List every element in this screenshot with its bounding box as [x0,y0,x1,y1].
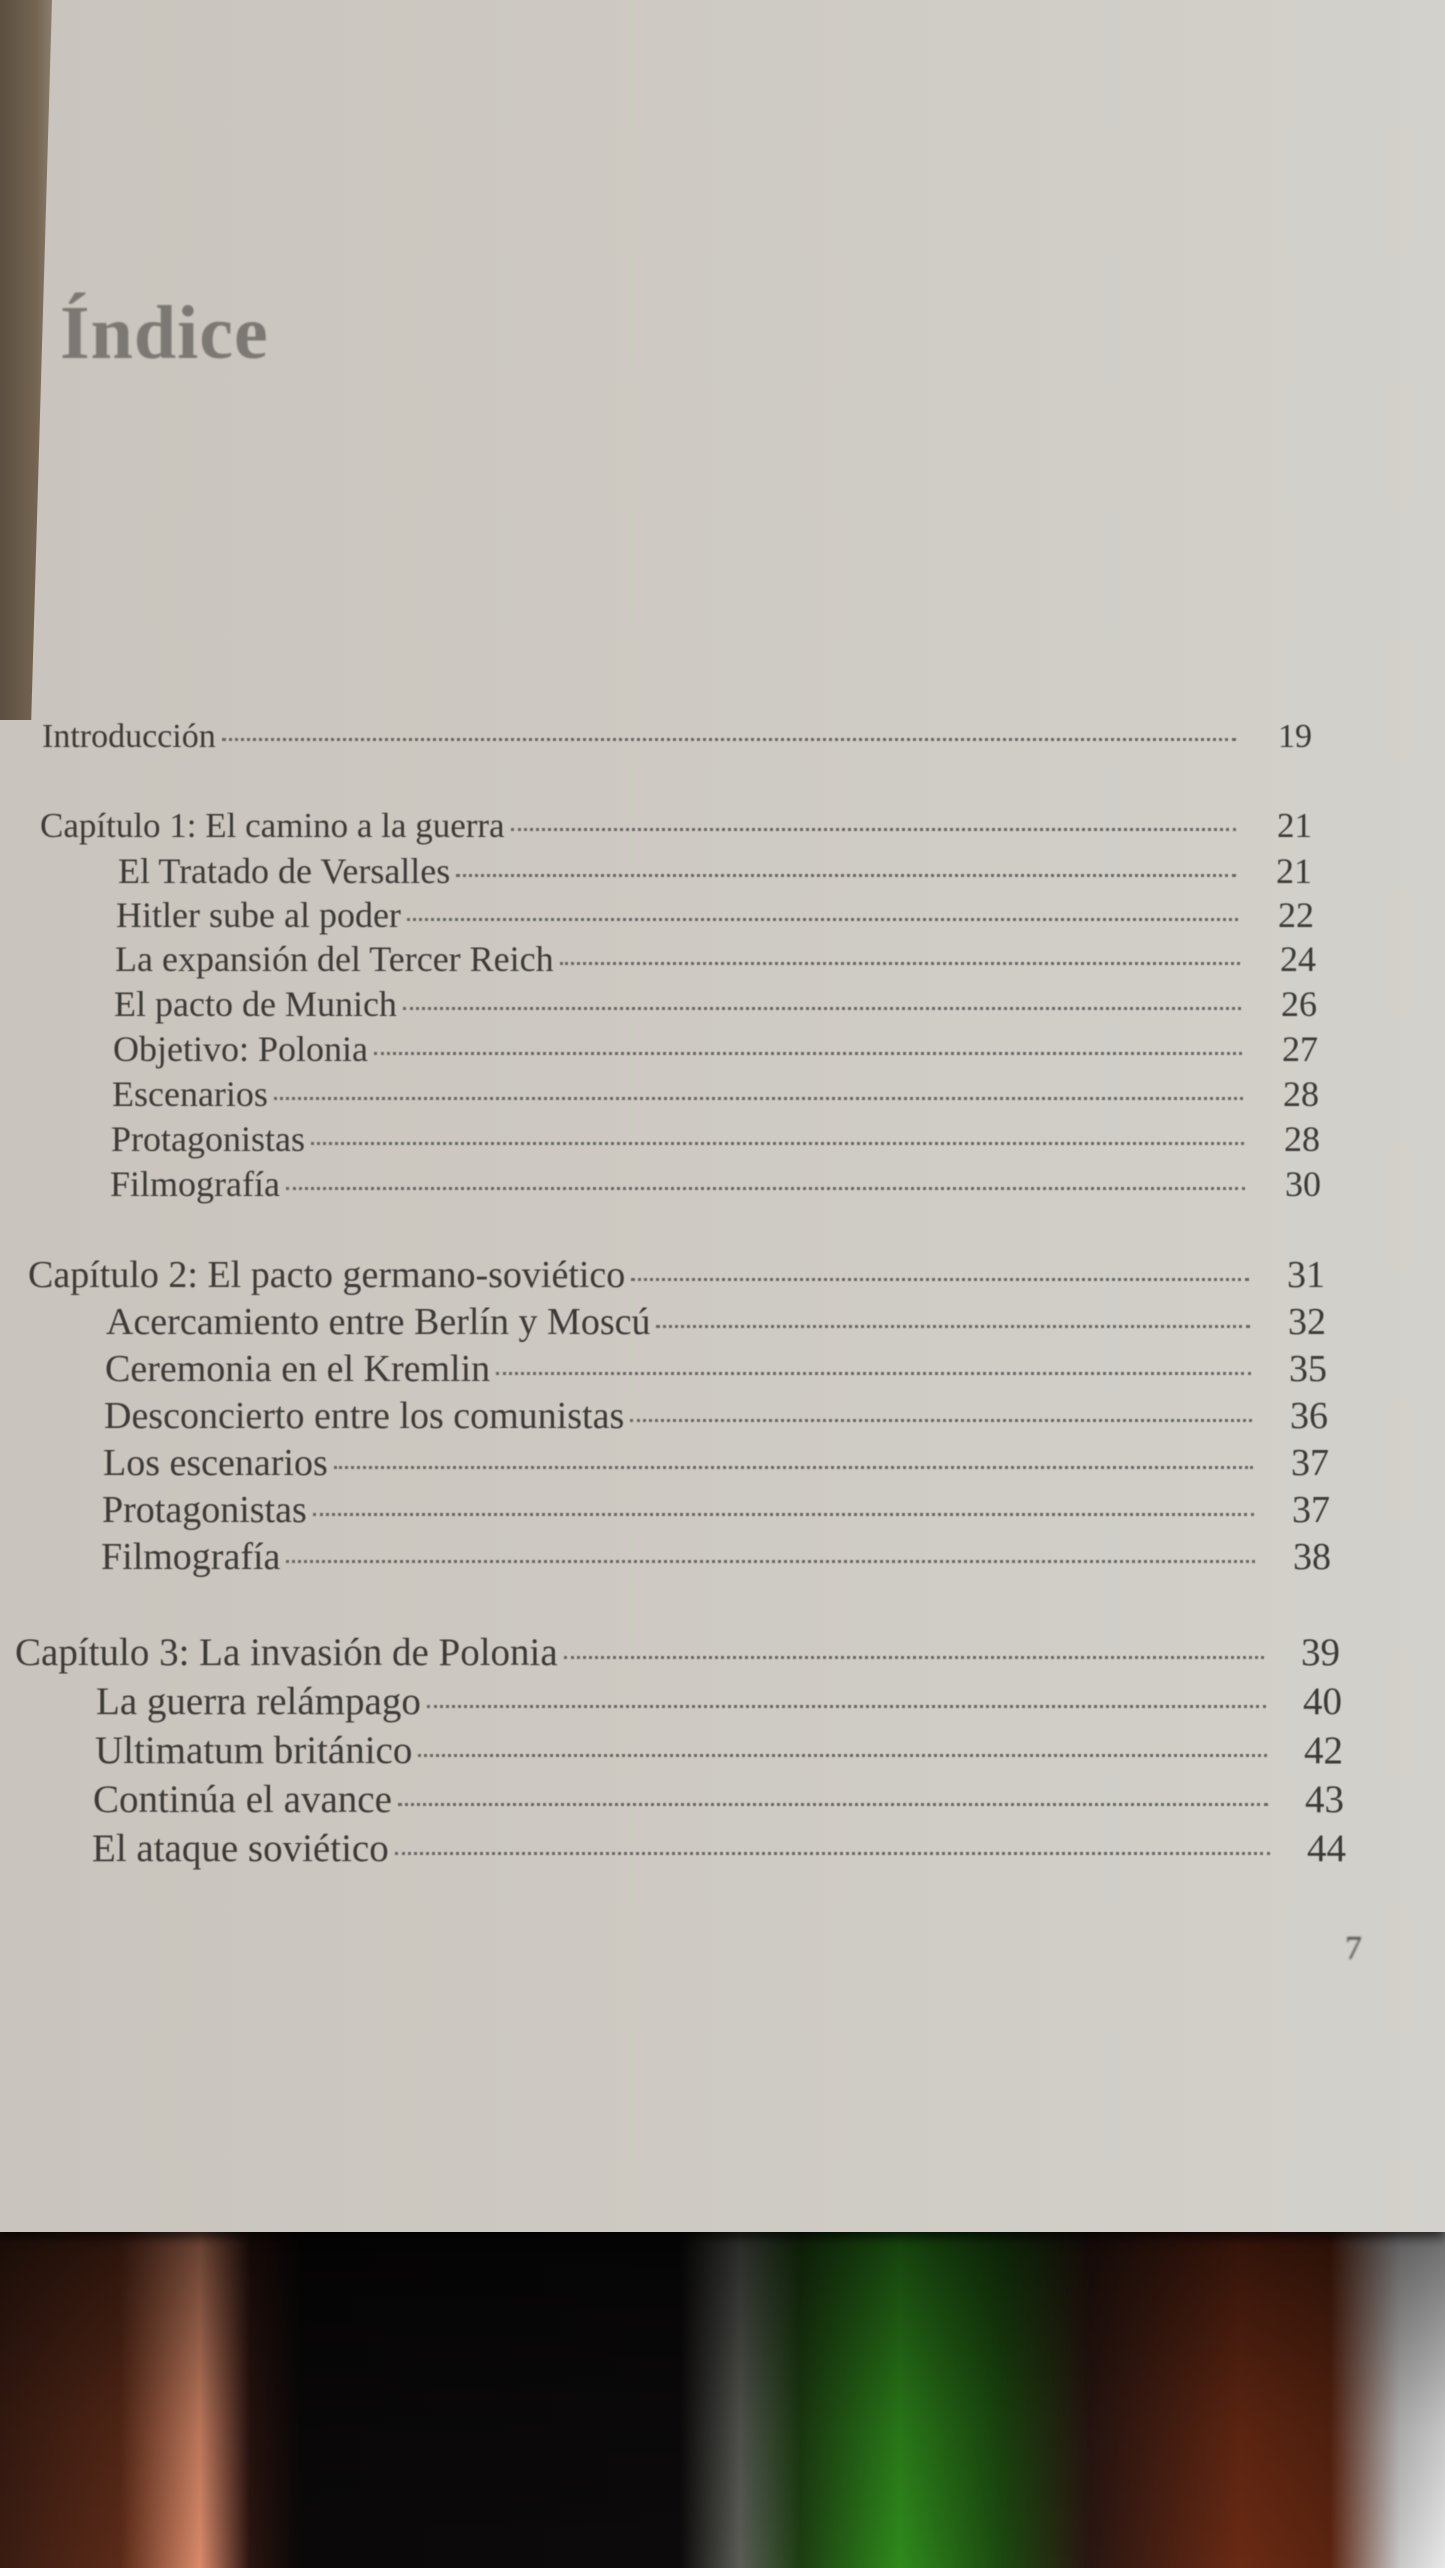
toc-entry-page: 27 [1282,1029,1318,1069]
dot-leader [395,1851,1270,1855]
dot-leader [564,1655,1264,1659]
toc-entry-label: El Tratado de Versalles [118,851,451,891]
toc-entry-section [113,1028,1318,1070]
toc-entry-introduction [42,718,1312,756]
dot-leader [511,827,1236,831]
dot-leader [630,1418,1252,1422]
toc-entry-chapter [28,1253,1325,1297]
toc-entry-page: 32 [1288,1301,1326,1343]
dot-leader [313,1512,1254,1516]
toc-entry-section [93,1777,1344,1822]
toc-entry-section [112,1073,1319,1115]
toc-entry-page: 22 [1278,895,1314,935]
toc-entry-section [92,1826,1346,1871]
toc-entry-page: 44 [1307,1827,1346,1870]
toc-entry-page: 24 [1280,939,1316,979]
background-shadow [0,2225,1445,2568]
dot-leader [334,1465,1253,1469]
dot-leader [403,1006,1241,1010]
toc-entry-section [110,1163,1321,1205]
toc-entry-label: Objetivo: Polonia [113,1029,368,1069]
toc-entry-label: Capítulo 3: La invasión de Polonia [15,1631,558,1674]
toc-entry-page: 28 [1283,1074,1319,1114]
toc-entry-label: Filmografía [110,1164,280,1204]
toc-entry-page: 36 [1290,1395,1328,1437]
toc-entry-page: 37 [1291,1442,1329,1484]
toc-entry-label: Introducción [42,718,216,755]
dot-leader [286,1186,1245,1190]
toc-entry-label: Capítulo 1: El camino a la guerra [40,806,505,845]
toc-entry-section [114,983,1317,1025]
toc-entry-label: Protagonistas [111,1119,305,1159]
toc-entry-page: 31 [1287,1254,1325,1296]
toc-entry-page: 37 [1292,1489,1330,1531]
toc-entry-page: 40 [1303,1680,1342,1723]
page-number: 7 [1345,1930,1362,1967]
toc-entry-page: 43 [1305,1778,1344,1821]
toc-entry-page: 21 [1277,806,1312,845]
toc-entry-label: La expansión del Tercer Reich [115,939,554,979]
toc-entry-label: El ataque soviético [92,1827,389,1870]
dot-leader [274,1096,1243,1100]
toc-entry-page: 42 [1304,1729,1343,1772]
toc-entry-label: El pacto de Munich [114,984,397,1024]
toc-entry-page: 26 [1281,984,1317,1024]
toc-entry-label: Filmografía [101,1536,281,1578]
toc-entry-page: 39 [1301,1631,1340,1674]
dot-leader [456,873,1236,877]
toc-entry-label: Ultimatum británico [95,1729,413,1772]
toc-entry-label: Continúa el avance [93,1778,392,1821]
toc-entry-section [106,1300,1326,1344]
dot-leader [427,1704,1266,1708]
toc-entry-page: 28 [1284,1119,1320,1159]
toc-entry-label: Los escenarios [103,1442,328,1484]
toc-entry-section [115,938,1316,980]
dot-leader [374,1051,1242,1055]
toc-entry-page: 38 [1293,1536,1331,1578]
toc-entry-section [103,1441,1329,1485]
toc-entry-page: 19 [1278,718,1312,755]
toc-entry-section [95,1728,1343,1773]
dot-leader [311,1141,1244,1145]
dot-leader [656,1324,1250,1328]
toc-entry-section [116,894,1314,936]
toc-entry-page: 30 [1285,1164,1321,1204]
toc-entry-chapter [40,806,1312,846]
toc-entry-section [102,1488,1330,1532]
toc-entry-section [96,1679,1342,1724]
page-title: Índice [60,291,269,375]
toc-entry-section [104,1394,1328,1438]
toc-entry-page: 21 [1276,851,1312,891]
toc-entry-label: Acercamiento entre Berlín y Moscú [106,1301,651,1343]
dot-leader [286,1559,1255,1563]
dot-leader [560,961,1240,965]
toc-entry-section [118,850,1312,892]
toc-entry-chapter [15,1630,1340,1675]
toc-entry-label: Desconcierto entre los comunistas [104,1395,625,1437]
book-spine-edge [0,0,52,720]
toc-entry-label: Escenarios [112,1074,268,1114]
toc-entry-label: La guerra relámpago [96,1680,421,1723]
toc-entry-label: Protagonistas [102,1489,307,1531]
toc-entry-label: Hitler sube al poder [116,895,401,935]
toc-entry-page: 35 [1289,1348,1327,1390]
toc-entry-label: Ceremonia en el Kremlin [105,1348,491,1390]
toc-entry-section [105,1347,1327,1391]
dot-leader [222,737,1236,741]
dot-leader [496,1371,1251,1375]
dot-leader [407,917,1238,921]
dot-leader [398,1802,1268,1806]
toc-entry-section [101,1535,1331,1579]
toc-entry-section [111,1118,1320,1160]
dot-leader [631,1277,1249,1281]
dot-leader [418,1753,1267,1757]
toc-entry-label: Capítulo 2: El pacto germano-soviético [28,1254,626,1296]
